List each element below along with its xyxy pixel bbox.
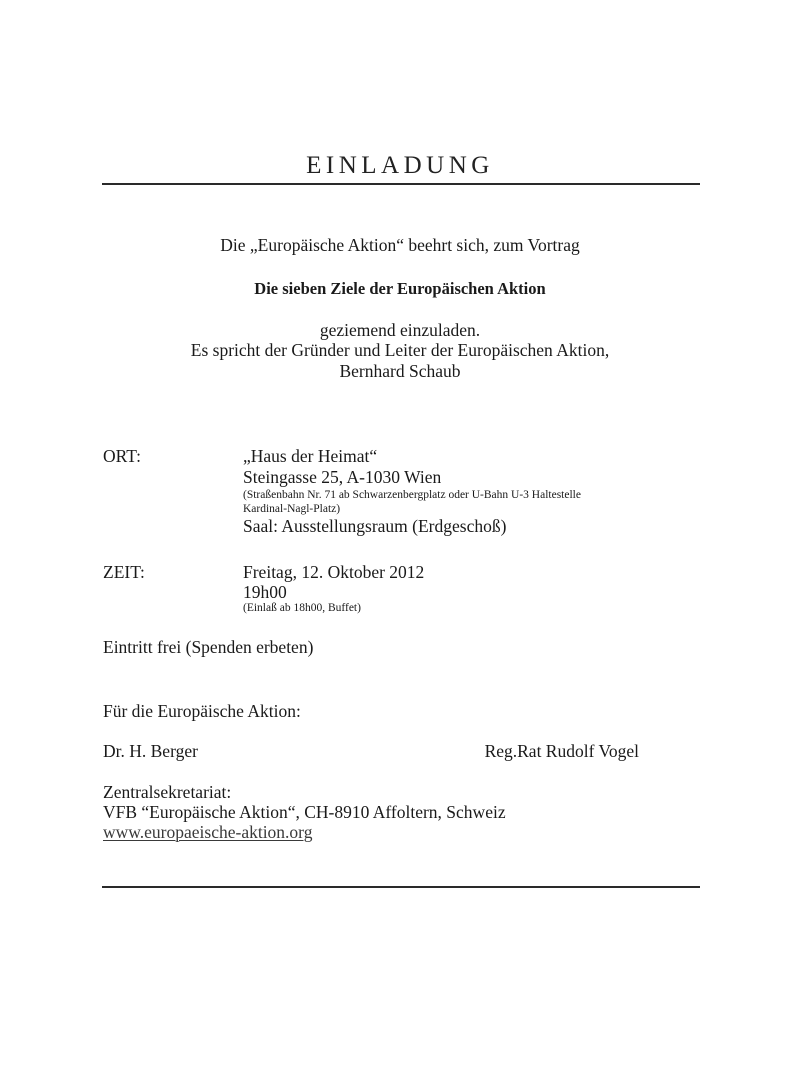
transit-directions-1: (Straßenbahn Nr. 71 ab Schwarzenbergplatz oder U-Bahn U-3 Haltestelle xyxy=(243,489,581,501)
intro-line-3: Es spricht der Gründer und Leiter der Europäischen Aktion, xyxy=(190,340,610,360)
event-time: 19h00 xyxy=(243,582,287,602)
signoff-heading: Für die Europäische Aktion: xyxy=(103,701,301,721)
office-address: VFB “Europäische Aktion“, CH-8910 Affoltern, Schweiz xyxy=(103,802,506,822)
speaker-name: Bernhard Schaub xyxy=(339,361,461,381)
office-label: Zentralsekretariat: xyxy=(103,782,232,802)
page-title: EINLADUNG xyxy=(306,152,494,179)
time-label: ZEIT: xyxy=(103,562,145,582)
lecture-title: Die sieben Ziele der Europäischen Aktion xyxy=(254,279,546,298)
intro-line-2: geziemend einzuladen. xyxy=(319,320,481,340)
venue-room: Saal: Ausstellungsraum (Erdgeschoß) xyxy=(243,516,507,536)
footer-divider xyxy=(102,886,700,888)
entry-note: (Einlaß ab 18h00, Buffet) xyxy=(243,602,361,614)
venue-address: Steingasse 25, A-1030 Wien xyxy=(243,467,442,487)
location-label: ORT: xyxy=(103,446,141,466)
admission-text: Eintritt frei (Spenden erbeten) xyxy=(103,637,314,657)
intro-line-1: Die „Europäische Aktion“ beehrt sich, zum Vortrag xyxy=(220,235,580,255)
venue-name: „Haus der Heimat“ xyxy=(243,446,378,466)
signer-right: Reg.Rat Rudolf Vogel xyxy=(484,741,639,761)
signer-left: Dr. H. Berger xyxy=(103,741,198,761)
event-date: Freitag, 12. Oktober 2012 xyxy=(243,562,425,582)
title-divider xyxy=(102,183,700,185)
website-link[interactable]: www.europaeische-aktion.org xyxy=(103,822,313,842)
transit-directions-2: Kardinal-Nagl-Platz) xyxy=(243,503,341,515)
